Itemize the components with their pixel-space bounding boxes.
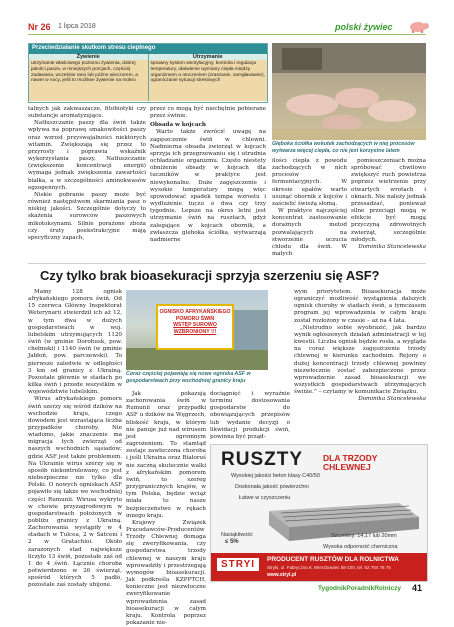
ad-line-absorption-value: ≤ 5% bbox=[225, 539, 239, 545]
pig-logo-icon bbox=[408, 20, 430, 33]
ad-subtitle: DLA TRZODY CHLEWNEJ bbox=[323, 453, 378, 472]
paragraph: przez co mogą być niechętnie pobierane przez świnie. bbox=[150, 106, 266, 120]
issue-number: Nr 26 bbox=[28, 22, 51, 32]
author-signature: Dominika Stancelewska bbox=[358, 396, 426, 403]
ad-footer-title: PRODUCENT RUSZTÓW DLA ROLNICTWA bbox=[267, 556, 399, 563]
ad-footer-band bbox=[211, 553, 427, 581]
stress-table-body bbox=[29, 60, 267, 101]
ad-line-concrete: Wysokiej jakości beton klasy C40/50 bbox=[231, 473, 320, 479]
sign-line: WSTĘP SUROWO bbox=[173, 322, 217, 328]
ad-footer-web[interactable]: www.stryi.pl bbox=[267, 572, 297, 578]
stryi-logo: STRYI bbox=[217, 558, 259, 571]
asf-photo-caption: Coraz częściej pojawiają się nowe ogniska ASF w gospodarstwach przy wschodniej granicy kraju bbox=[126, 371, 251, 384]
asf-sign-photo bbox=[126, 290, 268, 370]
section-heading: Obsada w kojcach bbox=[150, 122, 206, 129]
article-divider bbox=[28, 263, 426, 264]
barn-photo bbox=[272, 43, 426, 140]
top-col-2 bbox=[150, 106, 266, 256]
advertisement bbox=[210, 444, 428, 582]
paragraph: Mamy 128 ognisk afrykańskiego pomoru świń. Od 15 czerwca Główny Inspektorat Weterynarii stwierdził ich aż 12, w tym dwa w dużych gospodarstwach w woj. lubelskim utrzymujących 1120 świń (w gminie Dorohusk, pow. chełmski) i 1140 świń (w gminie Jabłoń, pow. parczewski). To pierwsze zaledwie w odległości 3 km od granicy z Ukrainą. Pozostałe głównie w stadach po kilka świń i przede wszystkim w województwie lubelskim. bbox=[28, 289, 122, 396]
paragraph: talnych jak zakwaszacze, fitobiotyki czy substancje aromatyzujące. bbox=[28, 106, 146, 120]
paragraph: pomieszczeniach można spróbować chwilowo zwiększyć ruch powietrza poprzez wietrzenie przy otwartych wrotach i oknach. Nie należy jednak przesadzać, ponieważ silne przeciągi mogą w efekcie być mogą przyczyną zdrowotnych zwierząt, szczególnie młodych. bbox=[351, 158, 426, 243]
ad-line-absorption-label: Nasiąkliwość bbox=[221, 532, 253, 538]
col-header-maintenance: Utrzymanie bbox=[148, 54, 268, 60]
paragraph: wym priorytetem. Bioasekuracja może ograniczyć możliwość wystąpienia dalszych ognisk choroby w stadach świń, a tymczasem program jej wprowadzenia w całym kraju został rozłożony w czasie – aż na 4 lata. bbox=[294, 289, 426, 324]
paragraph: Natłuszczanie paszy dla świń także wpływa na poprawę smakowitości paszy oraz wzrost przyswajalności niektórych witamin. Zwiększają się przez to przyrosty i poprawia wskaźnik wykorzystania paszy. Natłuszczanie (zwiększenie koncentracji energii) wymaga jednak zwiększenia zawartości białka, a w szczególności aminokwasów egzogennych. bbox=[28, 120, 146, 191]
main-col-3 bbox=[210, 391, 290, 439]
main-col-2 bbox=[126, 391, 206, 626]
sign-line: POMORU ŚWIŃ bbox=[175, 315, 215, 322]
stress-table bbox=[28, 43, 268, 103]
footer-brand: TygodnikPoradnikRolniczy bbox=[318, 585, 401, 592]
sign-line: WZBRONIONY !!! bbox=[173, 328, 217, 335]
main-col-4 bbox=[294, 289, 426, 439]
ad-title: RUSZTY bbox=[221, 449, 303, 470]
col-header-feeding: Żywienie bbox=[76, 54, 100, 60]
top-col-1 bbox=[28, 106, 146, 256]
asf-warning-sign bbox=[156, 304, 234, 350]
ad-line-slots: Szczeliny: 14,17 lub 20mm bbox=[331, 533, 397, 539]
ad-line-cleaning: Łatwe w czyszczeniu bbox=[239, 495, 291, 501]
barn-photo-caption: Głęboka ściółka wskutek zachodzących w niej procesów wytwarza więcej ciepła, co nie jest korzystne latem bbox=[272, 141, 415, 154]
ad-line-chemical: Wysoka odporność chemiczna bbox=[323, 544, 398, 550]
page-number: 41 bbox=[412, 583, 423, 593]
paragraph: ilości ciepła z powodu zachodzących w nich procesów fermentacyjnych. W okresie upałów warto usunąć obornik z kojców i zaścielić świeżą słomą. bbox=[272, 158, 347, 207]
stress-table-title: Przeciwdziałanie skutkom stresu cieplnego bbox=[29, 44, 267, 54]
paragraph: W praktyce najczęściej koncentrat zastosowanie dorażnych metod pozwalających na stworzenie uczucia chłodu dla świń. W małych bbox=[272, 208, 347, 258]
paragraph: Jak pokazują zachorowania świń w Rumunii oraz przypadki ASF u dzików na Węgrzech, bliskość kraju, w którym nie panuje już nad wirusem jest ogromnym zagrożeniem. To stamtąd zostaje zawleczona choroba i jeśli Ukraina oraz Białoruś nie zaczną skutecznie walki z afrykańskim pomorem świń, to szereg przygranicznych krajów, w tym Polska, będzie wciąż miała to nasze bezpieczeństwo w rękach innego kraju. bbox=[126, 391, 206, 519]
paragraph: Krajowy Związek Pracodawców-Producentów Trzody Chlewnej domaga się zweryfikowania, czy gospodarstwa trzody chlewnej w naszym kraju wprowadziły i przestrzegają wymogów bioasekuracji. Jak podkreśla KZPPTCH, konieczne jest niezwłoczne zweryfikowanie wprowadzenia zasad bioasekuracji w całym kraju. Kontrola poprzez pokazanie nie- bbox=[126, 519, 206, 626]
issue-date: 1 lipca 2018 bbox=[58, 23, 96, 30]
main-headline: Czy tylko brak bioasekuracji sprzyja szerzeniu się ASF? bbox=[40, 268, 380, 283]
ad-line-surface: Doskonała jakość powierzchni bbox=[235, 484, 309, 490]
paragraph: Niskie pobranie paszy może być również następstwem skarmiania pasz o niskiej jakości. Szczególnie dotyczy to skażenia surowców paszowych mikotoksynami. Silnie porażone zboża czy śruty poekstrakcyjne mają specyficzny zapach, bbox=[28, 191, 146, 241]
paragraph: „Nietrudno sobie wyobrazić, jak bardzo wynik ogłoszenych działań administracji w tej kwestii. Liczba ognisk będzie rosła, a wygląda na coraz większe zagęszczenie trzody chlewnej w kierunku zachodnim. Rejony o dużej koncentracji trzody chlewnej powinny niezwłocznie zostać zabezpieczone przez wprowadzenie zasad bioasekuracji we wszystkich gospodarstwach utrzymujących świnie.” – czytamy w komunikacie Związku. bbox=[294, 324, 426, 396]
magazine-brand: polski żywiec bbox=[335, 22, 393, 32]
sign-line: OGNISKO AFRYKAŃSKIEGO bbox=[159, 309, 231, 315]
header-bar bbox=[0, 0, 454, 34]
ad-footer-address: Stryki, ul. Fabryczna 8, Wierzbowiec 58-100, tel. 62 784 76 75 bbox=[267, 565, 391, 570]
header-rule bbox=[28, 34, 426, 35]
top-col-4 bbox=[351, 158, 426, 256]
col-feeding-text: utrzymanie właściwego poziomu żywienia, dobrej jakości pasza, w mniejszych porcjach, częściej zadawana, wcześnie rano lub późno wieczorem, a nawet w nocy, jeśli to możliwe żywienie na mokro bbox=[31, 61, 138, 84]
col-maintenance-text: sprawny system wentylacyjny, kontrola i regulacja temperatury, ułatwienie wymiany ciepła między organizmem a otoczeniem (zraszanie, zamgławianie), ograniczanie sytuacji stresowych bbox=[148, 60, 268, 101]
main-col-1 bbox=[28, 289, 122, 597]
paragraph: Wirus afrykańskiego pomoru świń szerzy się wśród dzików na wschodzie kraju, czego dowodem jest wzrastająca liczba przypadków choroby. Nie wiadomo, jakie znaczenie ma migracja tych zwierząt od naszych wschodnich sąsiadów; gdzie ASF jest także problemem. Na Ukrainie wirus szerzy się w sposób niekontrolowany, co jest niebezpieczne nie tylko dla Polski. O nowych ogniskach ASF pojawiło się także we wschodniej części Rumunii. Wirusa wykryto w chowie przyzagrodowym w gospodarstwach położonych w pobliżu granicy z Ukrainą. Zachorowania wystąpiły w 4 stadach w Tulcea, 2 w Satcení i 2 w Gratachioi. Około zarażonych stad największe liczyło 13 świń, pozostałe zaś od 1 do 4 świń. Łącznie choroba potwierdzono w 26 świerząt, spośród których 5 padło, pozostałe zaś zostały ubijone. bbox=[28, 396, 122, 589]
author-signature: Dominika Stancelewska bbox=[358, 243, 426, 250]
top-col-3 bbox=[272, 158, 347, 256]
paragraph: dociągnięć i wyraźnie terminu dostosowania gospodarstw do obowiązujących przepisów lub wydanie decyzji o likwidacji produkcji świń, powinna być prząd- bbox=[210, 391, 290, 440]
paragraph: Warto także zwrócić uwagę na zagęszczenie świń w chlewni. Nadmierna obsada zwierząt w kojcach sprzyja ich przegrzewaniu się i utrudnia ochładzanie organizmu. Często niestety obniżenie obsady w kojcach dla tuczników w praktyce jest niewykonalne. Duże zagęszczenie i wysokie temperatury mogą więc spowodować spadek tempa wzrostu i wydłużenie tuczu o dwa czy trzy tygodnie. Lepsze na okres letni jest utrzymanie świń na rusztach, gdyż zalegające w kojcach obornik, a zwłaszcza gleboka ściółka, wytwarzają nadmierne bbox=[150, 129, 266, 243]
